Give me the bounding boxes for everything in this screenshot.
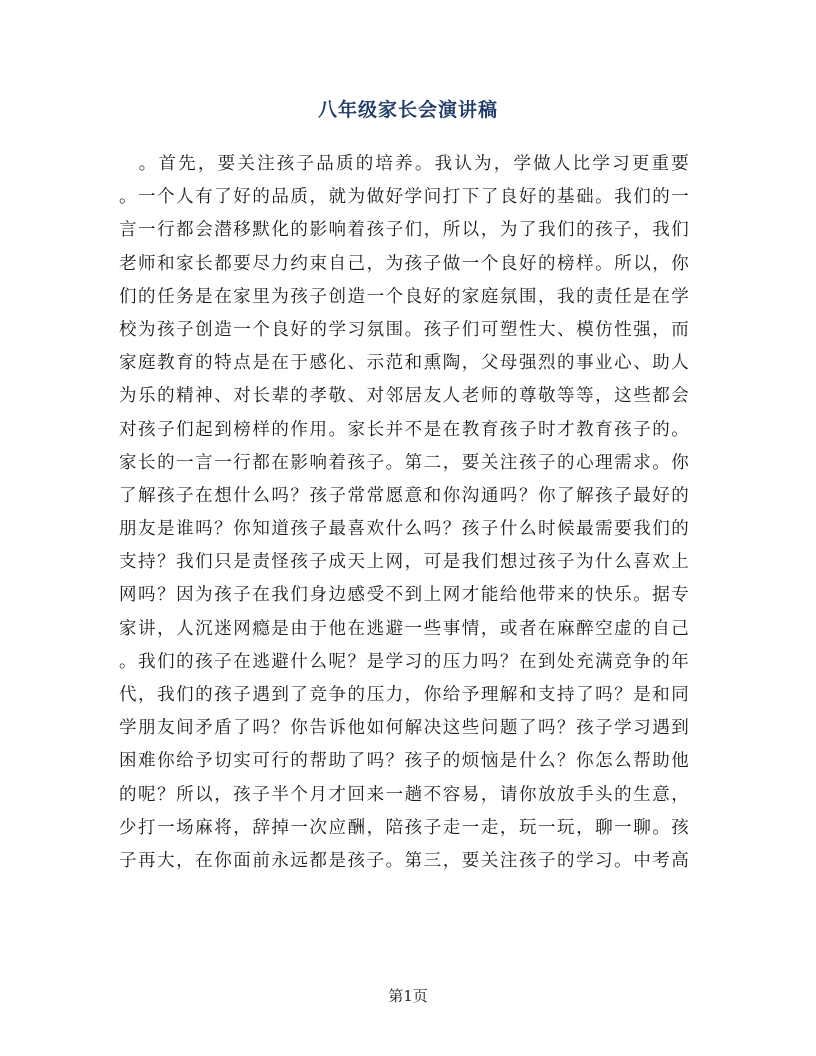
paragraph-line: 老师和家长都要尽力约束自己，为孩子做一个良好的榜样。所以，你 — [119, 253, 689, 274]
page-number: 第1页 — [388, 987, 428, 1005]
paragraph-line: 朋友是谁吗？你知道孩子最喜欢什么吗？孩子什么时候最需要我们的 — [119, 519, 689, 540]
paragraph-line: 对孩子们起到榜样的作用。家长并不是在教育孩子时才教育孩子的。 — [119, 419, 689, 440]
paragraph-line: 学朋友间矛盾了吗？你告诉他如何解决这些问题了吗？孩子学习遇到 — [119, 718, 689, 739]
paragraph-line: 代，我们的孩子遇到了竞争的压力，你给予理解和支持了吗？是和同 — [119, 685, 689, 705]
paragraph-line: 的呢？所以，孩子半个月才回来一趟不容易，请你放放手头的生意， — [119, 784, 689, 805]
paragraph-line: 。一个人有了好的品质，就为做好学问打下了良好的基础。我们的一 — [119, 187, 689, 208]
paragraph-line: 为乐的精神、对长辈的孝敬、对邻居友人老师的尊敬等等，这些都会 — [119, 386, 689, 407]
paragraph-line: 。首先，要关注孩子品质的培养。我认为，学做人比学习更重要 — [119, 154, 689, 174]
paragraph-line: 支持？我们只是责怪孩子成天上网，可是我们想过孩子为什么喜欢上 — [119, 552, 689, 573]
document-title: 八年级家长会演讲稿 — [317, 99, 498, 121]
paragraph-line: 家长的一言一行都在影响着孩子。第二，要关注孩子的心理需求。你 — [119, 452, 689, 473]
paragraph-line: 言一行都会潜移默化的影响着孩子们，所以，为了我们的孩子，我们 — [119, 220, 689, 241]
paragraph-line: 网吗？因为孩子在我们身边感受不到上网才能给他带来的快乐。据专 — [119, 585, 689, 606]
paragraph-line: 家讲，人沉迷网瘾是由于他在逃避一些事情，或者在麻醉空虚的自己 — [119, 618, 689, 639]
paragraph-line: 校为孩子创造一个良好的学习氛围。孩子们可塑性大、模仿性强，而 — [119, 319, 689, 340]
paragraph-line: 们的任务是在家里为孩子创造一个良好的家庭氛围，我的责任是在学 — [119, 286, 689, 307]
paragraph-line: 子再大，在你面前永远都是孩子。第三，要关注孩子的学习。中考高 — [119, 850, 689, 871]
paragraph-line: 。我们的孩子在逃避什么呢？是学习的压力吗？在到处充满竞争的年 — [119, 651, 689, 672]
document-body — [119, 148, 689, 878]
paragraph-line: 困难你给予切实可行的帮助了吗？孩子的烦恼是什么？你怎么帮助他 — [119, 751, 689, 772]
paragraph-line: 少打一场麻将，辞掉一次应酬，陪孩子走一走，玩一玩，聊一聊。孩 — [119, 817, 689, 838]
paragraph-line: 家庭教育的特点是在于感化、示范和熏陶，父母强烈的事业心、助人 — [119, 353, 689, 374]
paragraph-line: 了解孩子在想什么吗？孩子常常愿意和你沟通吗？你了解孩子最好的 — [119, 485, 689, 506]
